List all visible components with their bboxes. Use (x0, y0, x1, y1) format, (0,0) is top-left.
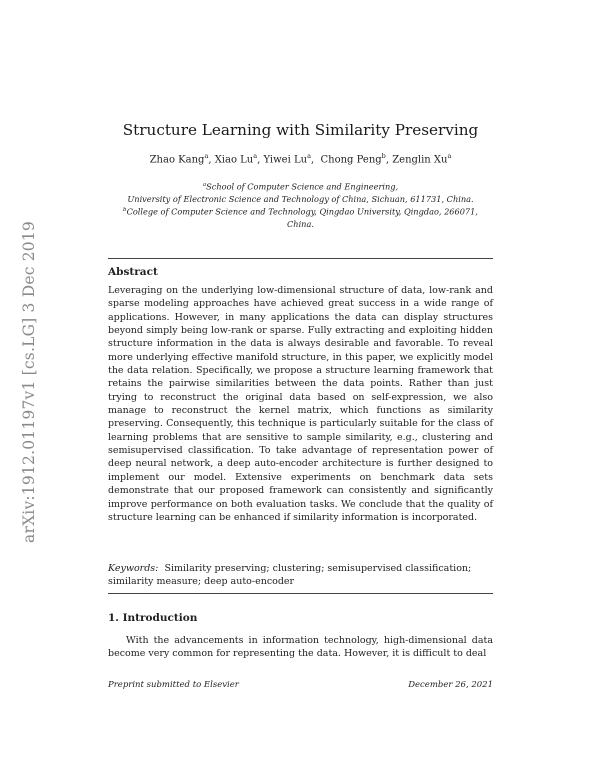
affiliation-line: School of Computer Science and Engineering, (206, 181, 399, 192)
affiliation-mark: a (202, 182, 207, 188)
introduction-text: With the advancements in information technology, high-dimensional data become very common for representing the data. However, it is difficult to deal (108, 635, 493, 660)
author-name: Chong Peng (320, 154, 382, 166)
author-affiliation-mark: b (381, 152, 386, 160)
author-affiliation-mark: a (253, 152, 258, 160)
abstract-heading: Abstract (108, 266, 158, 278)
divider-bottom (108, 593, 493, 594)
keywords-label: Keywords: (108, 563, 159, 574)
section-heading-introduction: 1. Introduction (108, 612, 198, 624)
author-affiliation-mark: a (307, 152, 311, 160)
affiliation-line: University of Electronic Science and Technology of China, Sichuan, 611731, China. (127, 193, 474, 204)
affiliation-b (108, 204, 493, 230)
arxiv-id-text: arXiv:1912.01197v1 [cs.LG] 3 Dec 2019 (20, 221, 38, 543)
author-name: Yiwei Lu (263, 154, 308, 166)
affiliation-a (108, 179, 493, 205)
author-name: Xiao Lu (214, 154, 254, 166)
footer-date: December 26, 2021 (408, 680, 493, 690)
author-name: Zhao Kang (149, 154, 205, 166)
author-name: Zenglin Xu (392, 154, 448, 166)
author-list: Zhao Kang$^a$, Xiao Lu$^a$, Yiwei Lu$^a$, Chong Peng$^b$, Zenglin Xu$^a$ (149, 152, 452, 166)
divider-top (108, 258, 493, 259)
keywords-text: Similarity preserving; clustering; semisupervised classification; similarity measure; deep auto-encoder (108, 563, 472, 588)
author-affiliation-mark: a (204, 152, 209, 160)
paper-title: Structure Learning with Similarity Preserving (122, 121, 479, 139)
keywords (108, 562, 493, 589)
affiliation-line: College of Computer Science and Technology, Qingdao University, Qingdao, 266071, (126, 206, 478, 217)
abstract-text: Leveraging on the underlying low-dimensional structure of data, low-rank and sparse modeling approaches have achieved great success in a wide range of applications. However, in many applications the data can display structures beyond simply being low-rank or sparse. Fully extracting and exploiting hidden structure information in the data is always desirable and favorable. To reveal more underlying effective manifold structure, in this paper, we explicitly model the data relation. Specifically, we propose a structure learning framework that retains the pairwise similarities between the data points. Rather than just trying to reconstruct the original data based on self-expression, we also manage to reconstruct the kernel matrix, which functions as similarity preserving. Consequently, this technique is particularly suitable for the class of learning problems that are sensitive to sample similarity, e.g., clustering and semisupervised classification. To take advantage of representation power of deep neural network, a deep auto-encoder architecture is further designed to implement our model. Extensive experiments on benchmark data sets demonstrate that our proposed framework can consistently and significantly improve performance on both evaluation tasks. We conclude that the quality of structure learning can be enhanced if similarity information is incorporated. (108, 285, 493, 523)
affiliation-mark: b (123, 207, 127, 213)
arxiv-sidebar-stamp (14, 210, 44, 555)
author-affiliation-mark: a (447, 152, 452, 160)
affiliation-line: China. (287, 218, 314, 229)
footer-preprint-note: Preprint submitted to Elsevier (108, 680, 239, 690)
